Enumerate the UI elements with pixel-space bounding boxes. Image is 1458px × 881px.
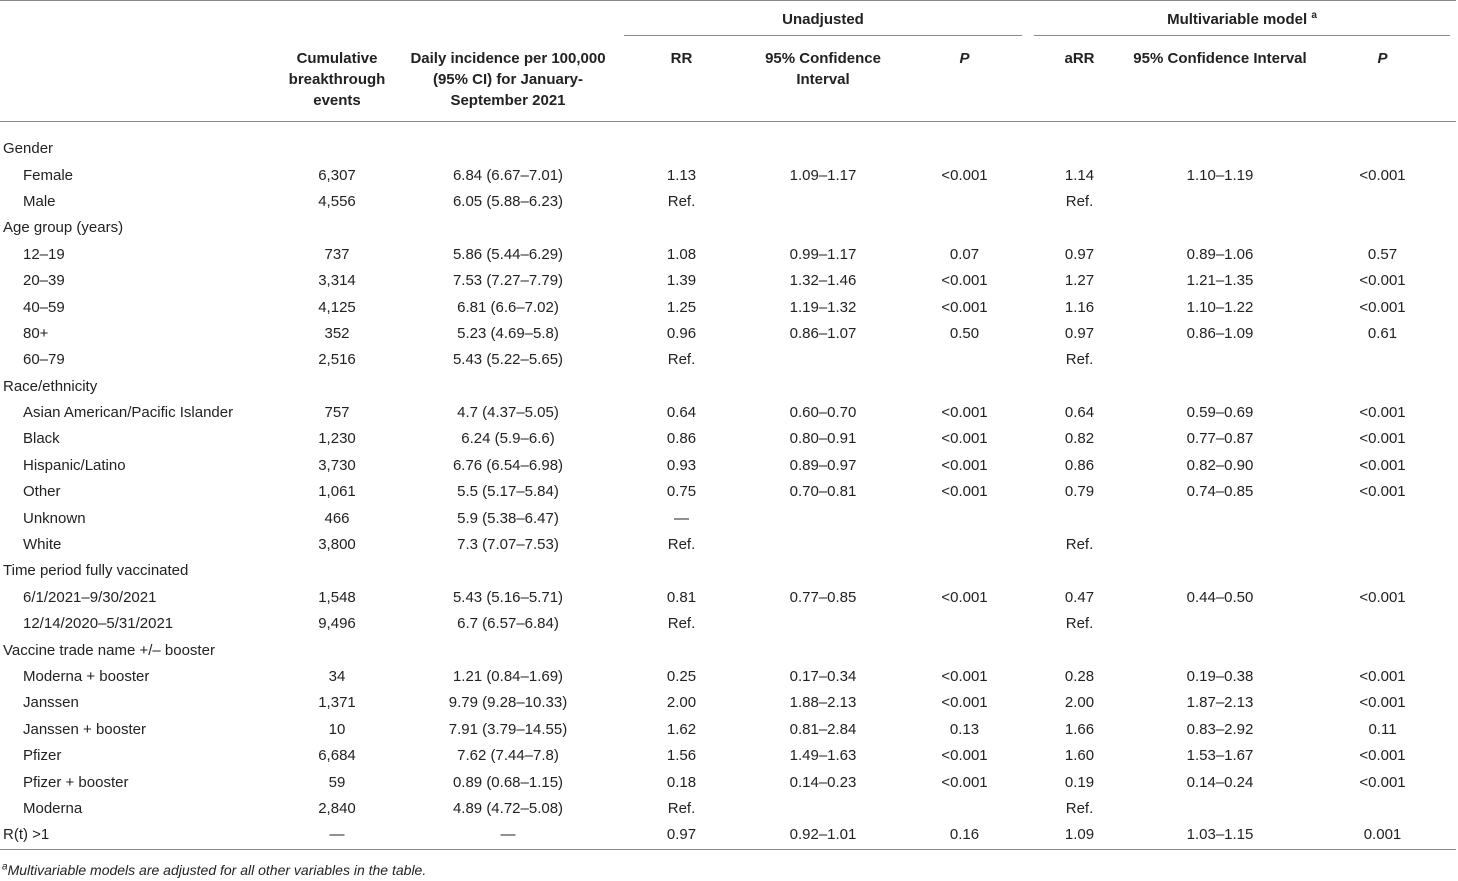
events-cell: 3,800 <box>318 536 356 554</box>
events-cell: 1,371 <box>318 694 356 712</box>
group-header-row <box>0 9 1456 38</box>
events-cell: 3,730 <box>318 456 356 474</box>
p-cell: <0.001 <box>941 694 988 712</box>
ci-cell: 0.14–0.23 <box>789 773 857 791</box>
table-row <box>0 242 1456 268</box>
aci-cell: 0.44–0.50 <box>1186 588 1254 606</box>
ci-cell <box>745 532 901 558</box>
incidence-cell: 6.7 (6.57–6.84) <box>457 615 559 633</box>
p-cell <box>901 637 1028 663</box>
ap-cell <box>1309 189 1456 215</box>
arr-cell <box>1028 637 1131 663</box>
incidence-cell <box>398 122 618 163</box>
arr-cell: 1.60 <box>1064 747 1095 765</box>
ci-cell <box>745 558 901 584</box>
ap-cell <box>1309 611 1456 637</box>
ap-cell <box>1309 637 1456 663</box>
ci-cell <box>745 611 901 637</box>
rr-cell: Ref. <box>667 351 696 369</box>
ci-cell: 1.49–1.63 <box>789 747 857 765</box>
col-events: Cumulative breakthrough events <box>288 50 386 109</box>
ap-cell <box>1309 122 1456 163</box>
ap-cell: <0.001 <box>1359 430 1406 448</box>
ap-cell: <0.001 <box>1359 404 1406 422</box>
aci-cell: 0.19–0.38 <box>1186 668 1254 685</box>
col-ap: P <box>1377 50 1388 67</box>
events-cell: 10 <box>328 720 346 738</box>
aci-cell: 1.03–1.15 <box>1186 826 1254 844</box>
p-cell: <0.001 <box>941 430 988 448</box>
aci-cell: 0.14–0.24 <box>1186 773 1254 791</box>
aci-cell: 0.89–1.06 <box>1186 245 1254 263</box>
row-label: Unknown <box>23 509 86 527</box>
table-row <box>0 532 1456 558</box>
arr-cell: 1.09 <box>1064 826 1095 844</box>
p-cell <box>901 796 1028 822</box>
ci-cell: 1.32–1.46 <box>789 272 857 290</box>
p-cell: <0.001 <box>941 272 988 290</box>
rr-cell: Ref. <box>667 615 696 633</box>
arr-cell <box>1028 374 1131 400</box>
row-label: Female <box>23 166 74 184</box>
ap-cell <box>1309 347 1456 373</box>
ci-cell <box>745 215 901 241</box>
aci-cell <box>1131 611 1309 637</box>
p-cell <box>901 122 1028 163</box>
ci-cell: 0.77–0.85 <box>789 588 857 606</box>
aci-cell: 0.59–0.69 <box>1186 404 1254 422</box>
incidence-cell: 6.24 (5.9–6.6) <box>461 430 555 448</box>
row-label: 20–39 <box>23 272 65 290</box>
events-cell: 6,684 <box>318 747 356 765</box>
incidence-cell: 4.7 (4.37–5.05) <box>457 404 559 422</box>
table-row <box>0 743 1456 769</box>
row-label: R(t) >1 <box>3 826 50 844</box>
rr-cell: 1.56 <box>666 747 697 765</box>
ci-cell: 0.17–0.34 <box>789 668 857 685</box>
events-cell: 1,548 <box>318 588 356 606</box>
row-label: Janssen <box>23 694 79 712</box>
table-row <box>0 162 1456 188</box>
row-label: 6/1/2021–9/30/2021 <box>23 588 157 606</box>
events-cell: 3,314 <box>318 272 356 290</box>
events-cell: 1,061 <box>318 483 356 501</box>
events-cell <box>276 558 398 584</box>
arr-cell: 0.28 <box>1064 668 1095 685</box>
arr-cell <box>1028 558 1131 584</box>
arr-cell: 2.00 <box>1064 694 1095 712</box>
incidence-cell: 5.9 (5.38–6.47) <box>457 509 559 527</box>
col-arr: aRR <box>1064 50 1095 67</box>
col-variable <box>0 38 276 122</box>
footnote-text: Multivariable models are adjusted for all other variables in the table. <box>7 862 427 878</box>
ci-cell: 0.92–1.01 <box>789 826 857 844</box>
incidence-cell <box>398 374 618 400</box>
incidence-cell: — <box>500 826 516 844</box>
aci-cell <box>1131 532 1309 558</box>
arr-cell: Ref. <box>1065 536 1094 554</box>
ap-cell: <0.001 <box>1359 272 1406 290</box>
arr-cell: Ref. <box>1065 615 1094 633</box>
arr-cell: 0.86 <box>1064 456 1095 474</box>
row-label: Pfizer + booster <box>23 773 129 791</box>
row-label: White <box>23 536 62 554</box>
incidence-cell: 9.79 (9.28–10.33) <box>448 694 568 712</box>
rr-cell: 0.75 <box>666 483 697 501</box>
table-row <box>0 717 1456 743</box>
ci-cell <box>745 189 901 215</box>
incidence-cell: 1.21 (0.84–1.69) <box>452 668 564 685</box>
aci-cell <box>1131 374 1309 400</box>
ci-cell: 0.60–0.70 <box>789 404 857 422</box>
ap-cell: <0.001 <box>1359 483 1406 501</box>
table-row <box>0 769 1456 795</box>
table-row <box>0 453 1456 479</box>
rr-cell: 0.86 <box>666 430 697 448</box>
category-row <box>0 822 1456 849</box>
row-label: 12–19 <box>23 245 65 263</box>
aci-cell <box>1131 796 1309 822</box>
bottom-rule <box>0 849 1456 854</box>
ap-cell: <0.001 <box>1359 694 1406 712</box>
arr-cell: Ref. <box>1065 192 1094 210</box>
footnote-marker: a <box>2 861 8 873</box>
ci-cell <box>745 637 901 663</box>
aci-cell <box>1131 558 1309 584</box>
events-cell: 34 <box>328 668 346 685</box>
ap-cell <box>1309 558 1456 584</box>
aci-cell: 1.87–2.13 <box>1186 694 1254 712</box>
category-row <box>0 558 1456 584</box>
p-cell <box>901 347 1028 373</box>
p-cell: <0.001 <box>941 298 988 316</box>
row-label: 12/14/2020–5/31/2021 <box>23 615 174 633</box>
table-row <box>0 294 1456 320</box>
rr-cell <box>618 215 745 241</box>
category-row <box>0 637 1456 663</box>
rr-cell: 0.64 <box>666 404 697 422</box>
table-row <box>0 479 1456 505</box>
p-cell: 0.13 <box>949 720 980 738</box>
ap-cell: <0.001 <box>1359 456 1406 474</box>
aci-cell: 1.10–1.19 <box>1186 166 1254 184</box>
rr-cell: Ref. <box>667 192 696 210</box>
table-row <box>0 585 1456 611</box>
row-label: Moderna <box>23 799 83 817</box>
ci-cell: 0.86–1.07 <box>789 324 857 342</box>
events-cell: 9,496 <box>318 615 356 633</box>
row-label: Black <box>23 430 60 448</box>
arr-cell: 0.79 <box>1064 483 1095 501</box>
table-row <box>0 189 1456 215</box>
events-cell: 2,840 <box>318 799 356 817</box>
events-cell <box>276 215 398 241</box>
ci-cell: 0.99–1.17 <box>789 245 857 263</box>
rr-cell <box>618 637 745 663</box>
p-cell <box>901 189 1028 215</box>
arr-cell: 0.97 <box>1064 324 1095 342</box>
table-row <box>0 796 1456 822</box>
ci-cell <box>745 505 901 531</box>
events-cell: 6,307 <box>318 166 356 184</box>
aci-cell <box>1131 215 1309 241</box>
aci-cell <box>1131 505 1309 531</box>
aci-cell: 0.82–0.90 <box>1186 456 1254 474</box>
col-aci: 95% Confidence Interval <box>1133 50 1307 67</box>
incidence-cell: 7.62 (7.44–7.8) <box>457 747 559 765</box>
rr-cell <box>618 374 745 400</box>
p-cell: <0.001 <box>941 747 988 765</box>
ap-cell: 0.61 <box>1367 324 1398 342</box>
rr-cell: 1.25 <box>666 298 697 316</box>
table-row <box>0 426 1456 452</box>
ci-cell: 0.80–0.91 <box>789 430 857 448</box>
rr-cell: 1.08 <box>666 245 697 263</box>
p-cell: <0.001 <box>941 588 988 606</box>
incidence-cell: 6.84 (6.67–7.01) <box>452 166 564 184</box>
p-cell: <0.001 <box>941 483 988 501</box>
events-cell: 1,230 <box>318 430 356 448</box>
events-cell: 466 <box>324 509 350 527</box>
arr-cell: 1.14 <box>1064 166 1095 184</box>
p-cell <box>901 532 1028 558</box>
ap-cell: 0.11 <box>1368 720 1397 738</box>
events-cell: 737 <box>324 245 350 263</box>
events-cell <box>276 637 398 663</box>
ci-cell: 0.70–0.81 <box>789 483 857 501</box>
p-cell: <0.001 <box>941 166 988 184</box>
arr-cell: 0.82 <box>1064 430 1095 448</box>
rr-cell: 0.96 <box>666 324 697 342</box>
table-row <box>0 321 1456 347</box>
arr-cell: 1.27 <box>1064 272 1095 290</box>
incidence-cell: 6.81 (6.6–7.02) <box>457 298 559 316</box>
rr-cell: 1.13 <box>666 166 697 184</box>
ap-cell <box>1309 796 1456 822</box>
rr-cell: 0.25 <box>666 668 697 685</box>
ap-cell: 0.001 <box>1363 826 1402 844</box>
arr-cell: 0.64 <box>1064 404 1095 422</box>
ap-cell: <0.001 <box>1359 166 1406 184</box>
row-label: 40–59 <box>23 298 65 316</box>
incidence-cell: 5.43 (5.22–5.65) <box>452 351 564 369</box>
row-label: Race/ethnicity <box>3 377 98 395</box>
p-cell <box>901 558 1028 584</box>
category-row <box>0 374 1456 400</box>
row-label: Moderna + booster <box>23 668 150 685</box>
incidence-cell: 6.05 (5.88–6.23) <box>452 192 564 210</box>
incidence-cell: 7.3 (7.07–7.53) <box>457 536 559 554</box>
row-label: Age group (years) <box>3 219 124 237</box>
events-cell: 757 <box>324 404 350 422</box>
aci-cell: 1.21–1.35 <box>1186 272 1254 290</box>
table-row <box>0 611 1456 637</box>
row-label: Janssen + booster <box>23 720 146 738</box>
ci-cell <box>745 122 901 163</box>
rr-cell: 1.62 <box>666 720 697 738</box>
p-cell: <0.001 <box>941 456 988 474</box>
row-label: Male <box>23 192 56 210</box>
events-cell: 352 <box>324 324 350 342</box>
incidence-cell <box>398 637 618 663</box>
arr-cell: 0.97 <box>1064 245 1095 263</box>
table-row <box>0 664 1456 690</box>
row-label: Other <box>23 483 61 501</box>
rr-cell: Ref. <box>667 799 696 817</box>
aci-cell <box>1131 122 1309 163</box>
events-cell: 2,516 <box>318 351 356 369</box>
aci-cell: 1.10–1.22 <box>1186 298 1254 316</box>
incidence-cell: 4.89 (4.72–5.08) <box>452 799 564 817</box>
incidence-cell: 7.91 (3.79–14.55) <box>448 720 568 738</box>
rr-cell: 1.39 <box>666 272 697 290</box>
incidence-cell <box>398 558 618 584</box>
ci-cell: 0.81–2.84 <box>789 720 857 738</box>
ap-cell <box>1309 505 1456 531</box>
ci-cell: 0.89–0.97 <box>789 456 857 474</box>
table-row <box>0 400 1456 426</box>
rr-cell: Ref. <box>667 536 696 554</box>
group-unadjusted: Unadjusted <box>618 9 1028 38</box>
ap-cell: <0.001 <box>1359 588 1406 606</box>
arr-cell: 1.66 <box>1064 720 1095 738</box>
incidence-cell: 0.89 (0.68–1.15) <box>452 773 564 791</box>
row-label: Pfizer <box>23 747 62 765</box>
ap-cell: <0.001 <box>1359 773 1406 791</box>
rr-cell: 0.18 <box>666 773 697 791</box>
ci-cell: 1.88–2.13 <box>789 694 857 712</box>
table-body <box>0 122 1456 850</box>
p-cell <box>901 374 1028 400</box>
arr-cell: 1.16 <box>1064 298 1095 316</box>
p-cell <box>901 611 1028 637</box>
incidence-cell: 5.23 (4.69–5.8) <box>457 324 559 342</box>
rr-cell: — <box>674 509 689 527</box>
table-row <box>0 268 1456 294</box>
aci-cell: 1.53–1.67 <box>1186 747 1254 765</box>
row-label: Time period fully vaccinated <box>3 562 189 580</box>
col-incidence: Daily incidence per 100,000 (95% CI) for January-September 2021 <box>410 50 606 109</box>
table-row <box>0 505 1456 531</box>
rr-cell: 0.93 <box>666 456 697 474</box>
arr-cell: Ref. <box>1065 799 1094 817</box>
table-row <box>0 690 1456 716</box>
ci-cell <box>745 374 901 400</box>
col-rr: RR <box>670 50 693 67</box>
events-cell: 4,125 <box>318 298 356 316</box>
ap-cell <box>1309 215 1456 241</box>
arr-cell <box>1028 215 1131 241</box>
row-label: Hispanic/Latino <box>23 456 126 474</box>
events-cell <box>276 122 398 163</box>
table-row <box>0 347 1456 373</box>
p-cell: <0.001 <box>941 404 988 422</box>
group-multivariable: Multivariable model $^a$ <box>1028 9 1456 38</box>
rr-cell: 2.00 <box>666 694 697 712</box>
incidence-cell: 5.43 (5.16–5.71) <box>452 588 564 606</box>
events-cell: — <box>329 826 345 844</box>
row-label: Vaccine trade name +/– booster <box>3 641 215 659</box>
aci-cell: 0.83–2.92 <box>1186 720 1254 738</box>
aci-cell <box>1131 637 1309 663</box>
category-row <box>0 122 1456 163</box>
ap-cell: <0.001 <box>1359 668 1406 685</box>
footnote-marker: a <box>1311 10 1317 21</box>
p-cell: 0.50 <box>949 324 980 342</box>
col-ci: 95% Confidence Interval <box>765 50 881 88</box>
events-cell <box>276 374 398 400</box>
rr-cell: 0.97 <box>666 826 697 844</box>
col-p: P <box>959 50 970 67</box>
rr-cell: 0.81 <box>666 588 697 606</box>
arr-cell: Ref. <box>1065 351 1094 369</box>
ci-cell: 1.09–1.17 <box>789 166 857 184</box>
row-label: Gender <box>3 140 54 158</box>
events-cell: 59 <box>328 773 346 791</box>
p-cell: 0.16 <box>949 826 980 844</box>
ap-cell: <0.001 <box>1359 298 1406 316</box>
p-cell: <0.001 <box>941 773 988 791</box>
aci-cell: 0.74–0.85 <box>1186 483 1254 501</box>
row-label: 80+ <box>23 324 49 342</box>
aci-cell: 0.86–1.09 <box>1186 324 1254 342</box>
events-cell: 4,556 <box>318 192 356 210</box>
incidence-cell <box>398 215 618 241</box>
incidence-cell: 6.76 (6.54–6.98) <box>452 456 564 474</box>
footnote <box>2 862 426 878</box>
ap-cell: <0.001 <box>1359 747 1406 765</box>
row-label: Asian American/Pacific Islander <box>23 404 234 422</box>
arr-cell: 0.19 <box>1064 773 1095 791</box>
aci-cell <box>1131 347 1309 373</box>
top-rule <box>0 1 1456 10</box>
incidence-cell: 5.86 (5.44–6.29) <box>452 245 564 263</box>
aci-cell <box>1131 189 1309 215</box>
row-label: 60–79 <box>23 351 65 369</box>
incidence-cell: 7.53 (7.27–7.79) <box>452 272 564 290</box>
category-row <box>0 215 1456 241</box>
arr-cell: 0.47 <box>1064 588 1095 606</box>
rr-cell <box>618 558 745 584</box>
p-cell: 0.07 <box>949 245 980 263</box>
ci-cell: 1.19–1.32 <box>789 298 857 316</box>
p-cell <box>901 215 1028 241</box>
ap-cell <box>1309 374 1456 400</box>
p-cell: <0.001 <box>941 668 988 685</box>
column-header-row <box>0 38 1456 122</box>
ci-cell <box>745 347 901 373</box>
rr-cell <box>618 122 745 163</box>
aci-cell: 0.77–0.87 <box>1186 430 1254 448</box>
p-cell <box>901 505 1028 531</box>
ci-cell <box>745 796 901 822</box>
incidence-cell: 5.5 (5.17–5.84) <box>457 483 559 501</box>
arr-cell <box>1028 505 1131 531</box>
ap-cell <box>1309 532 1456 558</box>
arr-cell <box>1028 122 1131 163</box>
ap-cell: 0.57 <box>1367 245 1398 263</box>
